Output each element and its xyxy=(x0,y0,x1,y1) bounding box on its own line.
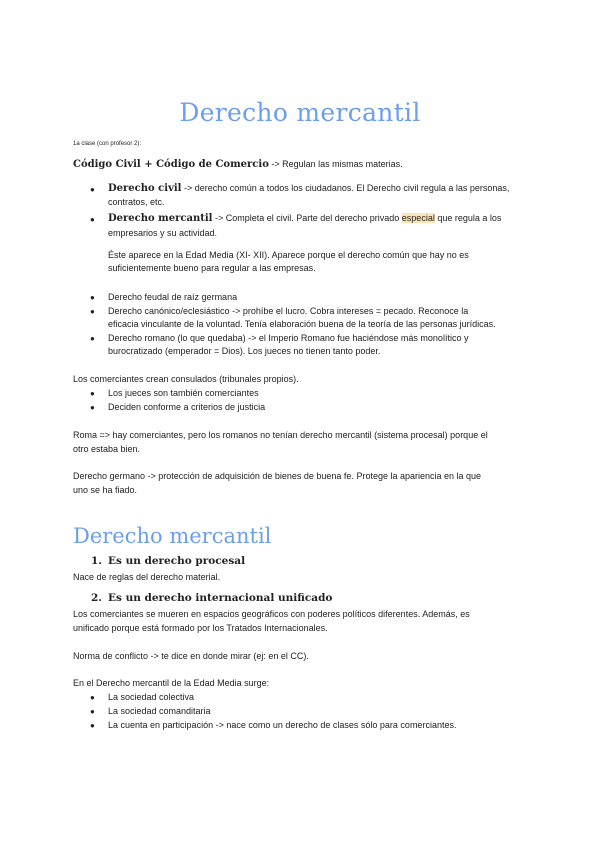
paragraph-cont: unificado porque está formado por los Tratados Internacionales. xyxy=(73,623,328,633)
list-item-cont: eficacia vinculante de la voluntad. Tenía elaboración buena de la teoría de las personas jurídicas. xyxy=(108,319,496,329)
def-item-mercantil xyxy=(108,212,501,225)
intro-line xyxy=(73,158,403,171)
list-item: La sociedad comanditaria xyxy=(108,706,211,716)
list-item: Derecho feudal de raíz germana xyxy=(108,292,238,302)
def-item-civil xyxy=(108,182,509,195)
list-item-cont: burocratizado (emperador = Dios). Los jueces no tienen tanto poder. xyxy=(108,346,381,356)
subheading: Es un derecho internacional unificado xyxy=(108,592,333,604)
def-term: Derecho civil xyxy=(108,183,182,194)
paragraph-cont: uno se ha fiado. xyxy=(73,485,138,495)
paragraph-cont: otro estaba bien. xyxy=(73,444,141,454)
heading-number: 2. xyxy=(91,592,102,604)
bullet-icon: ● xyxy=(90,334,95,343)
def-text: que regula a los xyxy=(434,213,502,223)
paragraph: Los comerciantes se mueren en espacios geográficos con poderes políticos diferentes. Además, es xyxy=(73,609,470,619)
def-sub-paragraph: suficientemente bueno para regular a las empresas. xyxy=(108,263,316,273)
paragraph: Los comerciantes crean consulados (tribunales propios). xyxy=(73,374,299,384)
list-item: Los jueces son también comerciantes xyxy=(108,388,259,398)
def-text: -> derecho común a todos los ciudadanos. El Derecho civil regula a las personas, xyxy=(181,183,510,193)
list-item: Deciden conforme a criterios de justicia xyxy=(108,402,266,412)
paragraph: Derecho germano -> protección de adquisición de bienes de buena fe. Protege la apariencia en la que xyxy=(73,471,482,481)
list-item: La sociedad colectiva xyxy=(108,692,195,702)
page-title: Derecho mercantil xyxy=(179,98,421,127)
def-term: Derecho mercantil xyxy=(108,213,213,224)
intro-bold: Código Civil + Código de Comercio xyxy=(73,159,269,170)
highlighted-word: especial xyxy=(401,213,435,223)
class-note: 1a clase (con profesor 2): xyxy=(73,141,142,147)
bullet-icon: ● xyxy=(90,389,95,398)
list-item: Derecho canónico/eclesiástico -> prohíbe el lucro. Cobra intereses = pecado. Reconoce la xyxy=(108,306,469,316)
section-heading: Derecho mercantil xyxy=(73,524,272,548)
paragraph: Nace de reglas del derecho material. xyxy=(73,572,221,582)
def-sub-paragraph: Éste aparece en la Edad Media (XI- XII). Aparece porque el derecho común que hay no es xyxy=(108,250,469,260)
bullet-icon: ● xyxy=(90,185,95,194)
bullet-icon: ● xyxy=(90,403,95,412)
paragraph: Norma de conflicto -> te dice en donde mirar (ej: en el CC). xyxy=(73,651,309,661)
bullet-icon: ● xyxy=(90,215,95,224)
bullet-icon: ● xyxy=(90,293,95,302)
paragraph: En el Derecho mercantil de la Edad Media surge: xyxy=(73,678,270,688)
heading-number: 1. xyxy=(91,555,102,567)
def-text: -> Completa el civil. Parte del derecho privado xyxy=(212,213,402,223)
paragraph: Roma => hay comerciantes, pero los romanos no tenían derecho mercantil (sistema procesal) porque el xyxy=(73,430,488,440)
def-text-cont: contratos, etc. xyxy=(108,197,165,207)
def-text-cont: empresarios y su actividad. xyxy=(108,228,218,238)
bullet-icon: ● xyxy=(90,721,95,730)
bullet-icon: ● xyxy=(90,693,95,702)
list-item: Derecho romano (lo que quedaba) -> el Imperio Romano fue haciéndose más monolítico y xyxy=(108,333,469,343)
subheading: Es un derecho procesal xyxy=(108,555,246,567)
bullet-icon: ● xyxy=(90,307,95,316)
bullet-icon: ● xyxy=(90,707,95,716)
intro-rest: -> Regulan las mismas materias. xyxy=(268,159,403,169)
list-item: La cuenta en participación -> nace como un derecho de clases sólo para comerciantes. xyxy=(108,720,457,730)
